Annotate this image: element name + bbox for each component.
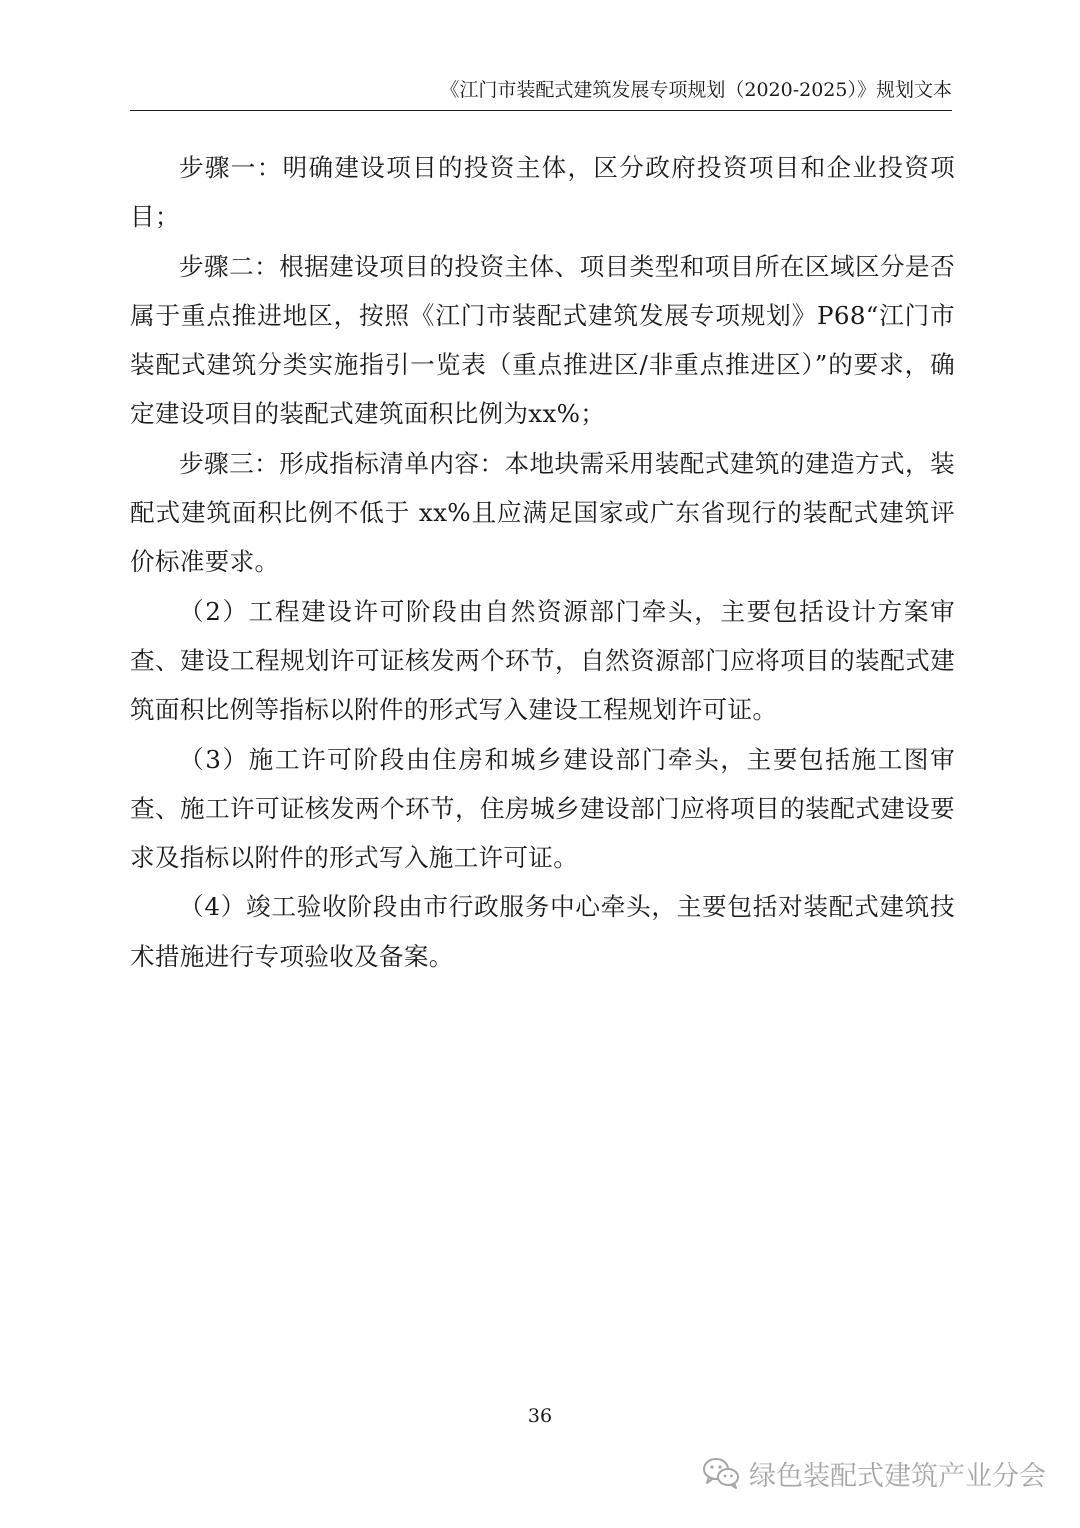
header-divider [130,110,952,111]
page-number: 36 [527,1405,553,1427]
watermark-text: 绿色装配式建筑产业分会 [749,1460,1046,1492]
paragraph-item-2: （2）工程建设许可阶段由自然资源部门牵头，主要包括设计方案审查、建设工程规划许可证核发两个环节，自然资源部门应将项目的装配式建筑面积比例等指标以附件的形式写入建设工程规划许可证。 [130,596,955,725]
document-body [130,143,955,981]
wechat-icon [701,1456,741,1490]
document-header: 《江门市装配式建筑发展专项规划（2020-2025）》规划文本 [440,79,952,101]
paragraph-item-4: （4）竣工验收阶段由市行政服务中心牵头，主要包括对装配式建筑技术措施进行专项验收及备案。 [130,892,955,971]
paragraph-step-two: 步骤二：根据建设项目的投资主体、项目类型和项目所在区域区分是否属于重点推进地区，按照《江门市装配式建筑发展专项规划》P68“江门市装配式建筑分类实施指引一览表（重点推进区/非重点推进区）”的要求，确定建设项目的装配式建筑面积比例为xx%； [130,251,955,429]
watermark [701,1453,1046,1493]
paragraph-step-one: 步骤一：明确建设项目的投资主体，区分政府投资项目和企业投资项目； [130,153,955,232]
paragraph-step-three: 步骤三：形成指标清单内容：本地块需采用装配式建筑的建造方式，装配式建筑面积比例不低于 xx%且应满足国家或广东省现行的装配式建筑评价标准要求。 [130,448,955,577]
paragraph-item-3: （3）施工许可阶段由住房和城乡建设部门牵头，主要包括施工图审查、施工许可证核发两个环节，住房城乡建设部门应将项目的装配式建设要求及指标以附件的形式写入施工许可证。 [130,744,955,873]
